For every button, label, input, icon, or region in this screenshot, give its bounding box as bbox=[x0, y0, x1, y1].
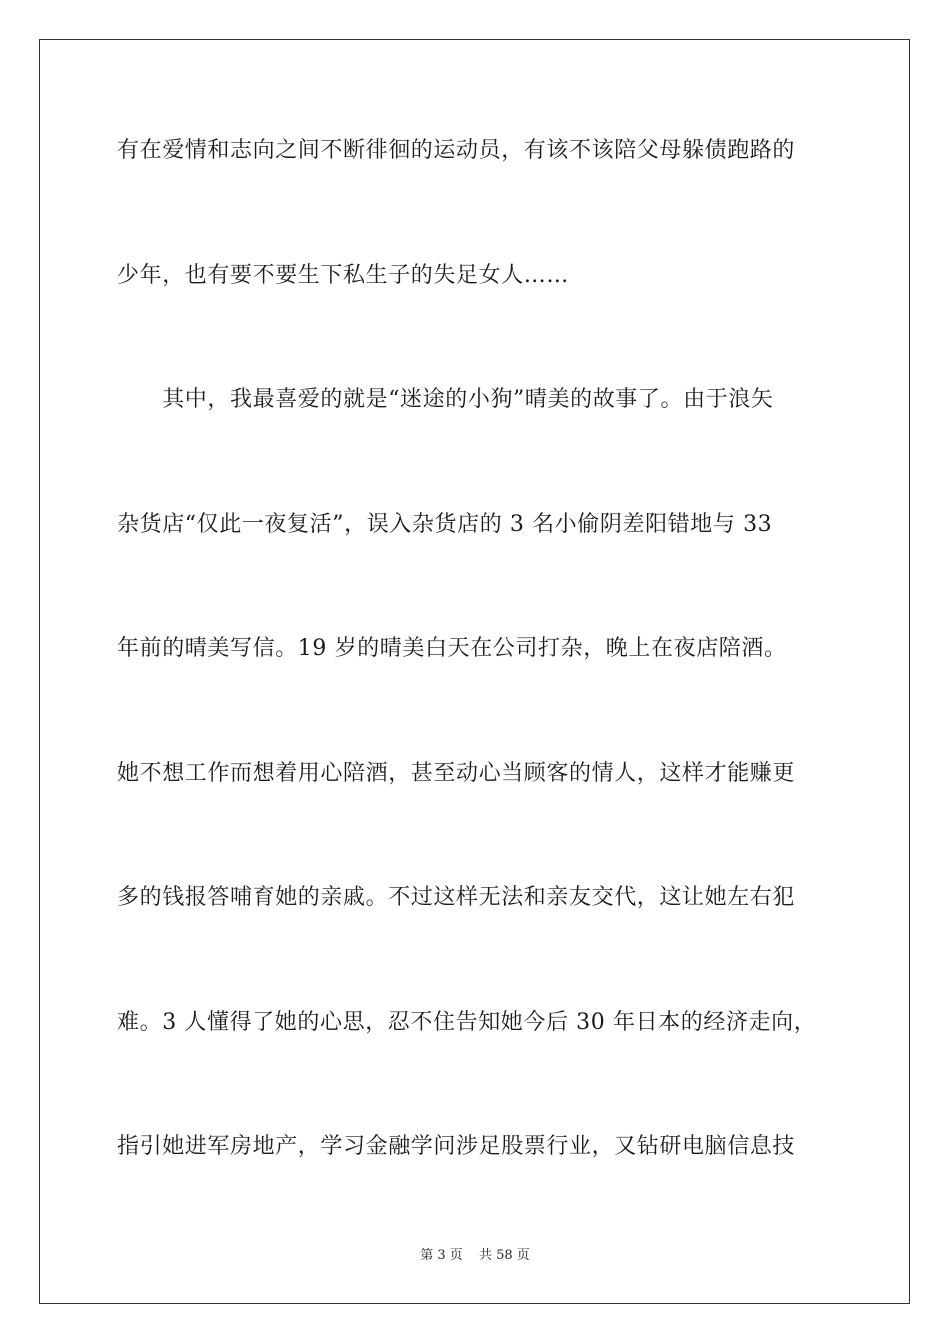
page-footer bbox=[0, 1247, 950, 1265]
page-number: 第 3 页 bbox=[420, 1248, 463, 1263]
body-text-line: 年前的晴美写信。19 岁的晴美白天在公司打杂，晚上在夜店陪酒。 bbox=[117, 636, 787, 661]
body-text-line: 她不想工作而想着用心陪酒，甚至动心当顾客的情人，这样才能赚更 bbox=[117, 761, 796, 786]
body-text-line: 难。3 人懂得了她的心思，忍不住告知她今后 30 年日本的经济走向， bbox=[117, 1010, 817, 1035]
body-text-line: 其中，我最喜爱的就是“迷途的小狗”晴美的故事了。由于浪矢 bbox=[117, 387, 774, 412]
body-text-line: 有在爱情和志向之间不断徘徊的运动员，有该不该陪父母躲债跑路的 bbox=[117, 138, 796, 163]
body-text-line: 杂货店“仅此一夜复活”，误入杂货店的 3 名小偷阴差阳错地与 33 bbox=[117, 512, 773, 537]
page-border bbox=[39, 39, 910, 1304]
body-text-line: 指引她进军房地产，学习金融学问涉足股票行业，又钻研电脑信息技 bbox=[117, 1134, 796, 1159]
body-text-line: 多的钱报答哺育她的亲戚。不过这样无法和亲友交代，这让她左右犯 bbox=[117, 885, 796, 910]
page-total: 共 58 页 bbox=[478, 1248, 530, 1263]
body-text-line: 少年，也有要不要生下私生子的失足女人…… bbox=[117, 263, 570, 288]
